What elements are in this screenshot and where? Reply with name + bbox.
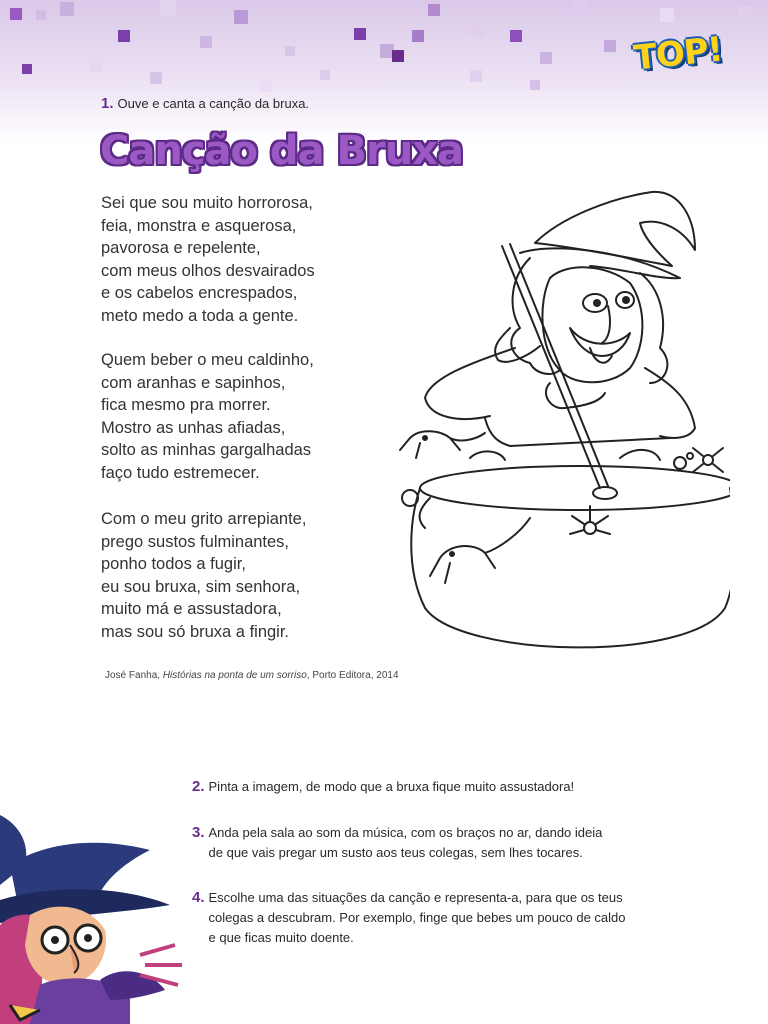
pixel-square: [10, 8, 22, 20]
exercise-text: [209, 888, 626, 948]
verse-line: feia, monstra e asquerosa,: [101, 216, 297, 235]
verse-line: prego sustos fulminantes,: [101, 532, 290, 551]
pixel-square: [36, 10, 46, 20]
pixel-square: [260, 80, 272, 92]
witch-cauldron-coloring-illustration: [390, 188, 730, 668]
pixel-square: [60, 2, 74, 16]
stanza-1: [101, 192, 315, 327]
pixel-square: [540, 52, 552, 64]
pixel-square: [428, 4, 440, 16]
verse-line: Quem beber o meu caldinho,: [101, 351, 314, 369]
pixel-square: [160, 0, 176, 16]
source-citation: [105, 670, 399, 681]
verse-line: ponho todos a fugir,: [101, 555, 246, 573]
verse-line: solto as minhas gargalhadas: [101, 441, 312, 459]
exercise-number: 4.: [192, 889, 205, 906]
top-logo-icon: [622, 30, 734, 86]
pixel-square: [392, 50, 404, 62]
pixel-square: [118, 30, 130, 42]
source-book: Histórias na ponta de um sorriso: [162, 670, 307, 681]
exercise-4: [192, 888, 626, 948]
pixel-square: [354, 28, 366, 40]
verse-line: Mostro as unhas afiadas,: [101, 418, 286, 437]
verse-line: faço tudo estremecer.: [101, 463, 260, 482]
verse-line: pavorosa e repelente,: [101, 239, 261, 257]
pixel-square: [150, 72, 162, 84]
exercise-line: Pinta a imagem, de modo que a bruxa fique muito assustadora!: [208, 779, 575, 794]
verse-line: eu sou bruxa, sim senhora,: [101, 577, 301, 596]
exercise-number: 1.: [101, 95, 114, 112]
exercise-2: [192, 777, 574, 797]
stanza-3: [101, 508, 306, 643]
pixel-square: [510, 30, 522, 42]
stanza-2: [101, 349, 314, 484]
pixel-square: [470, 70, 482, 82]
pixel-square: [285, 46, 295, 56]
exercise-text: [209, 777, 575, 797]
verse-line: mas sou só bruxa a fingir.: [101, 622, 290, 641]
pixel-square: [604, 40, 616, 52]
exercise-1: [101, 94, 309, 114]
verse-line: fica mesmo pra morrer.: [101, 396, 271, 414]
verse-line: com meus olhos desvairados: [101, 261, 315, 280]
pixel-square: [90, 60, 102, 72]
exercise-line: e que ficas muito doente.: [208, 930, 354, 945]
exercise-line: de que vais pregar um susto aos teus colegas, sem lhes tocares.: [208, 845, 583, 860]
exercise-line: Escolhe uma das situações da canção e representa-a, para que os teus: [208, 890, 623, 905]
pixel-square: [572, 0, 588, 16]
exercise-number: 3.: [192, 824, 205, 841]
logo-text: TOP!: [631, 29, 725, 79]
exercise-text: Ouve e canta a canção da bruxa.: [117, 96, 310, 111]
witch-mascot-icon: [0, 805, 185, 1024]
verse-line: Sei que sou muito horrorosa,: [101, 194, 313, 212]
pixel-square: [22, 64, 32, 74]
verse-line: Com o meu grito arrepiante,: [101, 510, 307, 528]
pixel-square: [412, 30, 424, 42]
exercise-text: [209, 823, 603, 863]
pixel-square: [738, 6, 752, 20]
exercise-3: [192, 823, 602, 863]
verse-line: meto medo a toda a gente.: [101, 306, 299, 325]
song-title: Canção da Bruxa: [100, 128, 463, 174]
verse-line: com aranhas e sapinhos,: [101, 373, 286, 392]
exercise-line: Anda pela sala ao som da música, com os braços no ar, dando ideia: [208, 825, 603, 840]
verse-line: muito má e assustadora,: [101, 600, 282, 618]
verse-line: e os cabelos encrespados,: [101, 284, 298, 302]
source-publisher: , Porto Editora, 2014: [306, 670, 399, 681]
pixel-square: [470, 24, 484, 38]
pixel-square: [660, 8, 674, 22]
source-author: José Fanha,: [105, 670, 163, 681]
pixel-square: [320, 70, 330, 80]
exercise-line: colegas a descubram. Por exemplo, finge que bebes um pouco de caldo: [208, 910, 626, 925]
pixel-square: [234, 10, 248, 24]
exercise-number: 2.: [192, 778, 205, 795]
pixel-square: [530, 80, 540, 90]
pixel-square: [200, 36, 212, 48]
